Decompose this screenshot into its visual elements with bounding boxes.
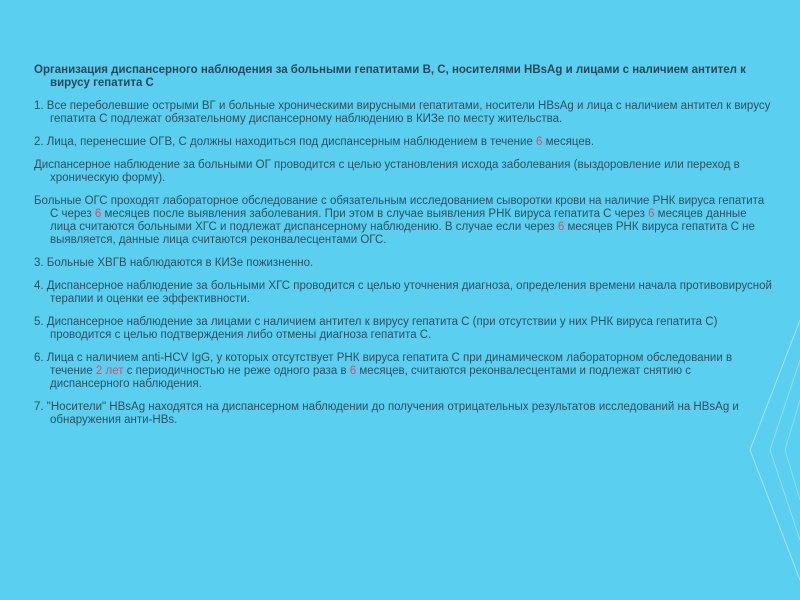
text-segment: месяцев. — [542, 136, 595, 148]
text-segment: Больные ОГС проходят лабораторное обследование с обязательным исследованием сыворотки крови на наличие РНК вируса гепатита С через — [34, 195, 765, 220]
paragraph-1: 1. Все переболевшие острыми ВГ и больные хроническими вирусными гепатитами, носители HBsAg и лица с наличием антител к вирусу гепатита С подлежат обязательному диспансерному наблюдению в КИЗе по месту жительства. — [34, 100, 771, 125]
paragraph-4 — [34, 195, 772, 247]
text-segment: месяцев РНК вируса гепатита С не выявляется, данные лица считаются реконвалесцентами ОГС. — [50, 221, 755, 246]
paragraph-5: 3. Больные ХВГВ наблюдаются в КИЗе пожизненно. — [34, 257, 314, 269]
text-segment: месяцев после выявления заболевания. При этом в случае выявления РНК вируса гепатита С через — [101, 208, 649, 220]
slide-content — [34, 64, 772, 437]
highlight-number: 6 — [349, 365, 357, 377]
text-segment: 6. Лица с наличием anti-HCV IgG, у которых отсутствует РНК вируса гепатита С при динамическом лабораторном обследовании в течение — [34, 352, 733, 377]
paragraph-9: 7. "Носители" HBsAg находятся на диспансерном наблюдении до получения отрицательных результатов исследований на HBsAg и обнаружения анти-HBs. — [34, 401, 739, 426]
text-segment: месяцев, считаются реконвалесцентами и подлежат снятию с диспансерного наблюдения. — [50, 365, 692, 390]
paragraph-7: 5. Диспансерное наблюдение за лицами с наличием антител к вирусу гепатита С (при отсутствии у них РНК вируса гепатита С) проводится с целью подтверждения либо отмены диагноза гепатита С. — [34, 316, 718, 341]
text-segment: месяцев данные лица считаются больными ХГС и подлежат диспансерному наблюдению. В случае если через — [50, 208, 747, 233]
paragraph-8 — [34, 352, 772, 391]
decorative-chevron-lines — [740, 300, 800, 600]
slide-heading: Организация диспансерного наблюдения за больными гепатитами В, С, носителями HBsAg и лицами с наличием антител к вирусу гепатита С — [34, 64, 746, 89]
highlight-number: 6 — [94, 208, 102, 220]
paragraph-2 — [34, 136, 772, 149]
text-segment: с периодичностью не реже одного раза в — [123, 365, 350, 377]
text-segment: 2. Лица, перенесшие ОГВ, С должны находиться под диспансерным наблюдением в течение — [34, 136, 537, 148]
highlight-number: 6 — [557, 221, 565, 233]
paragraph-3: Диспансерное наблюдение за больными ОГ проводится с целью установления исхода заболевания (выздоровление или переход в хроническую форму). — [34, 159, 740, 184]
highlight-duration: 2 лет — [95, 365, 124, 377]
highlight-number: 6 — [648, 208, 655, 220]
paragraph-6: 4. Диспансерное наблюдение за больными ХГС проводится с целью уточнения диагноза, определения времени начала противовирусной терапии и оценки ее эффективности. — [34, 280, 772, 305]
highlight-number: 6 — [536, 136, 543, 148]
